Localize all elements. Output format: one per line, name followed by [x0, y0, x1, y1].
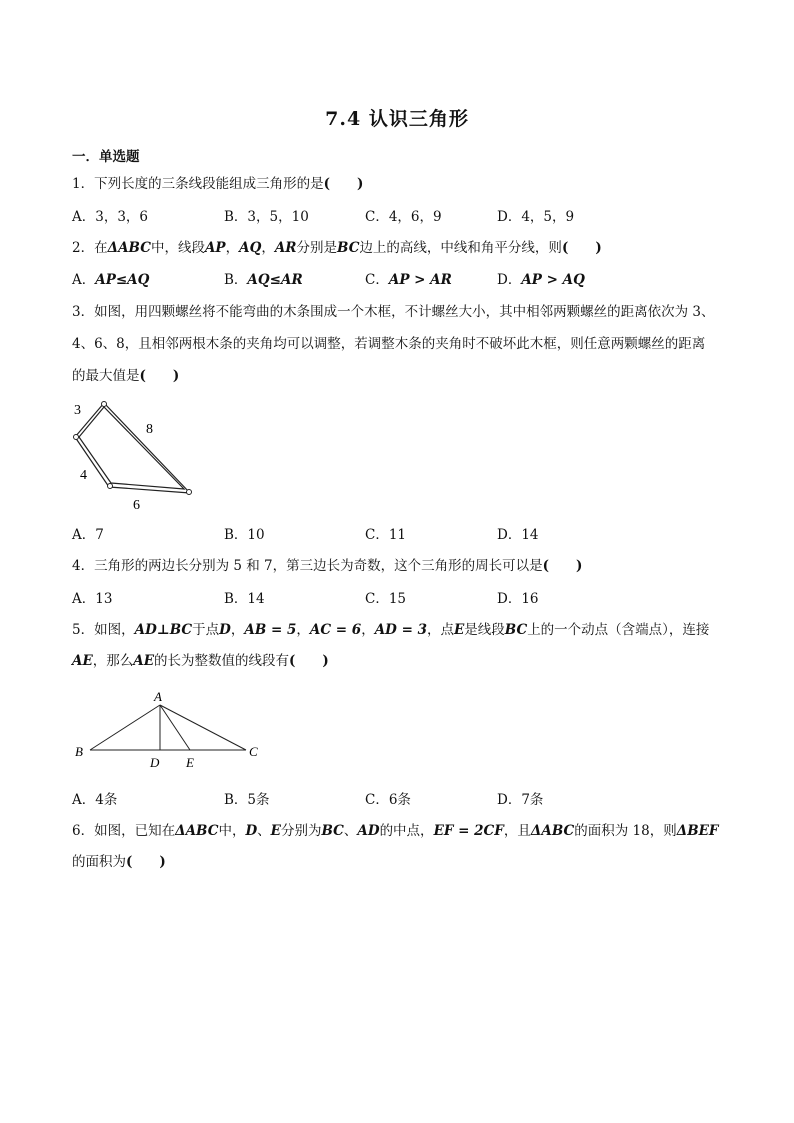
question-5-line-1: 5．如图，AD⊥BC于点D，AB = 5，AC = 6，AD = 3，点E是线段BC上的一个动点（含端点），连接 [72, 622, 710, 638]
screw [187, 490, 192, 495]
segment-ae [160, 705, 190, 750]
option-a: A．3，3，6 [72, 209, 149, 225]
label-6: 6 [133, 498, 140, 513]
option-c: C．15 [365, 591, 407, 607]
option-a: A．4条 [72, 792, 118, 808]
question-6-line-2: 的面积为( ) [72, 854, 166, 870]
question-3-line-2: 4、6、8，且相邻两根木条的夹角均可以调整，若调整木条的夹角时不破坏此木框，则任意两颗螺丝的距离 [72, 336, 706, 352]
label-b: B [75, 744, 83, 759]
option-c: C．11 [365, 527, 407, 543]
section-heading: 一．单选题 [72, 149, 140, 165]
answer-paren: ( ) [323, 176, 364, 192]
option-b: B．3，5，10 [224, 209, 309, 225]
frame-sticks [75, 403, 190, 493]
question-5-line-2: AE，那么AE的长为整数值的线段有( ) [72, 653, 329, 669]
page-title: 7.4 认识三角形 [325, 108, 469, 130]
label-4: 4 [80, 468, 87, 483]
option-a: A．7 [72, 527, 104, 543]
option-c: C．6条 [365, 792, 411, 808]
option-b: B．14 [224, 591, 265, 607]
option-d: D．7条 [497, 792, 544, 808]
screw [102, 402, 107, 407]
label-e: E [186, 755, 194, 770]
option-c: C．AP > AR [365, 272, 452, 288]
label-3: 3 [74, 403, 81, 418]
option-d: D．AP > AQ [497, 272, 585, 288]
question-2-stem: 2．在ΔABC中，线段AP，AQ，AR分别是BC边上的高线，中线和角平分线，则( ) [72, 240, 602, 256]
option-d: D．16 [497, 591, 539, 607]
screw [108, 484, 113, 489]
option-d: D．14 [497, 527, 539, 543]
label-a: A [154, 689, 162, 704]
segment-ac [160, 705, 246, 750]
option-b: B．10 [224, 527, 265, 543]
option-b: B．AQ≤AR [224, 272, 303, 288]
option-a: A．AP≤AQ [72, 272, 150, 288]
option-a: A．13 [72, 591, 113, 607]
screw [74, 435, 79, 440]
question-1-stem: 1．下列长度的三条线段能组成三角形的是( ) [72, 176, 364, 192]
label-8: 8 [146, 422, 153, 437]
wooden-frame-figure [60, 395, 210, 515]
label-d: D [150, 755, 160, 770]
question-3-line-1: 3．如图，用四颗螺丝将不能弯曲的木条围成一个木框，不计螺丝大小，其中相邻两颗螺丝的距离依次为 3、 [72, 304, 715, 320]
option-d: D．4，5，9 [497, 209, 575, 225]
triangle-figure [70, 686, 270, 776]
question-6-line-1: 6．如图，已知在ΔABC中，D、E分别为BC、AD的中点，EF = 2CF，且ΔABC的面积为 18，则ΔBEF [72, 823, 719, 839]
option-b: B．5条 [224, 792, 270, 808]
question-4-stem: 4．三角形的两边长分别为 5 和 7，第三边长为奇数，这个三角形的周长可以是( ) [72, 558, 583, 574]
question-3-line-3: 的最大值是( ) [72, 368, 180, 384]
segment-ab [90, 705, 160, 750]
option-c: C．4，6，9 [365, 209, 442, 225]
label-c: C [249, 744, 258, 759]
